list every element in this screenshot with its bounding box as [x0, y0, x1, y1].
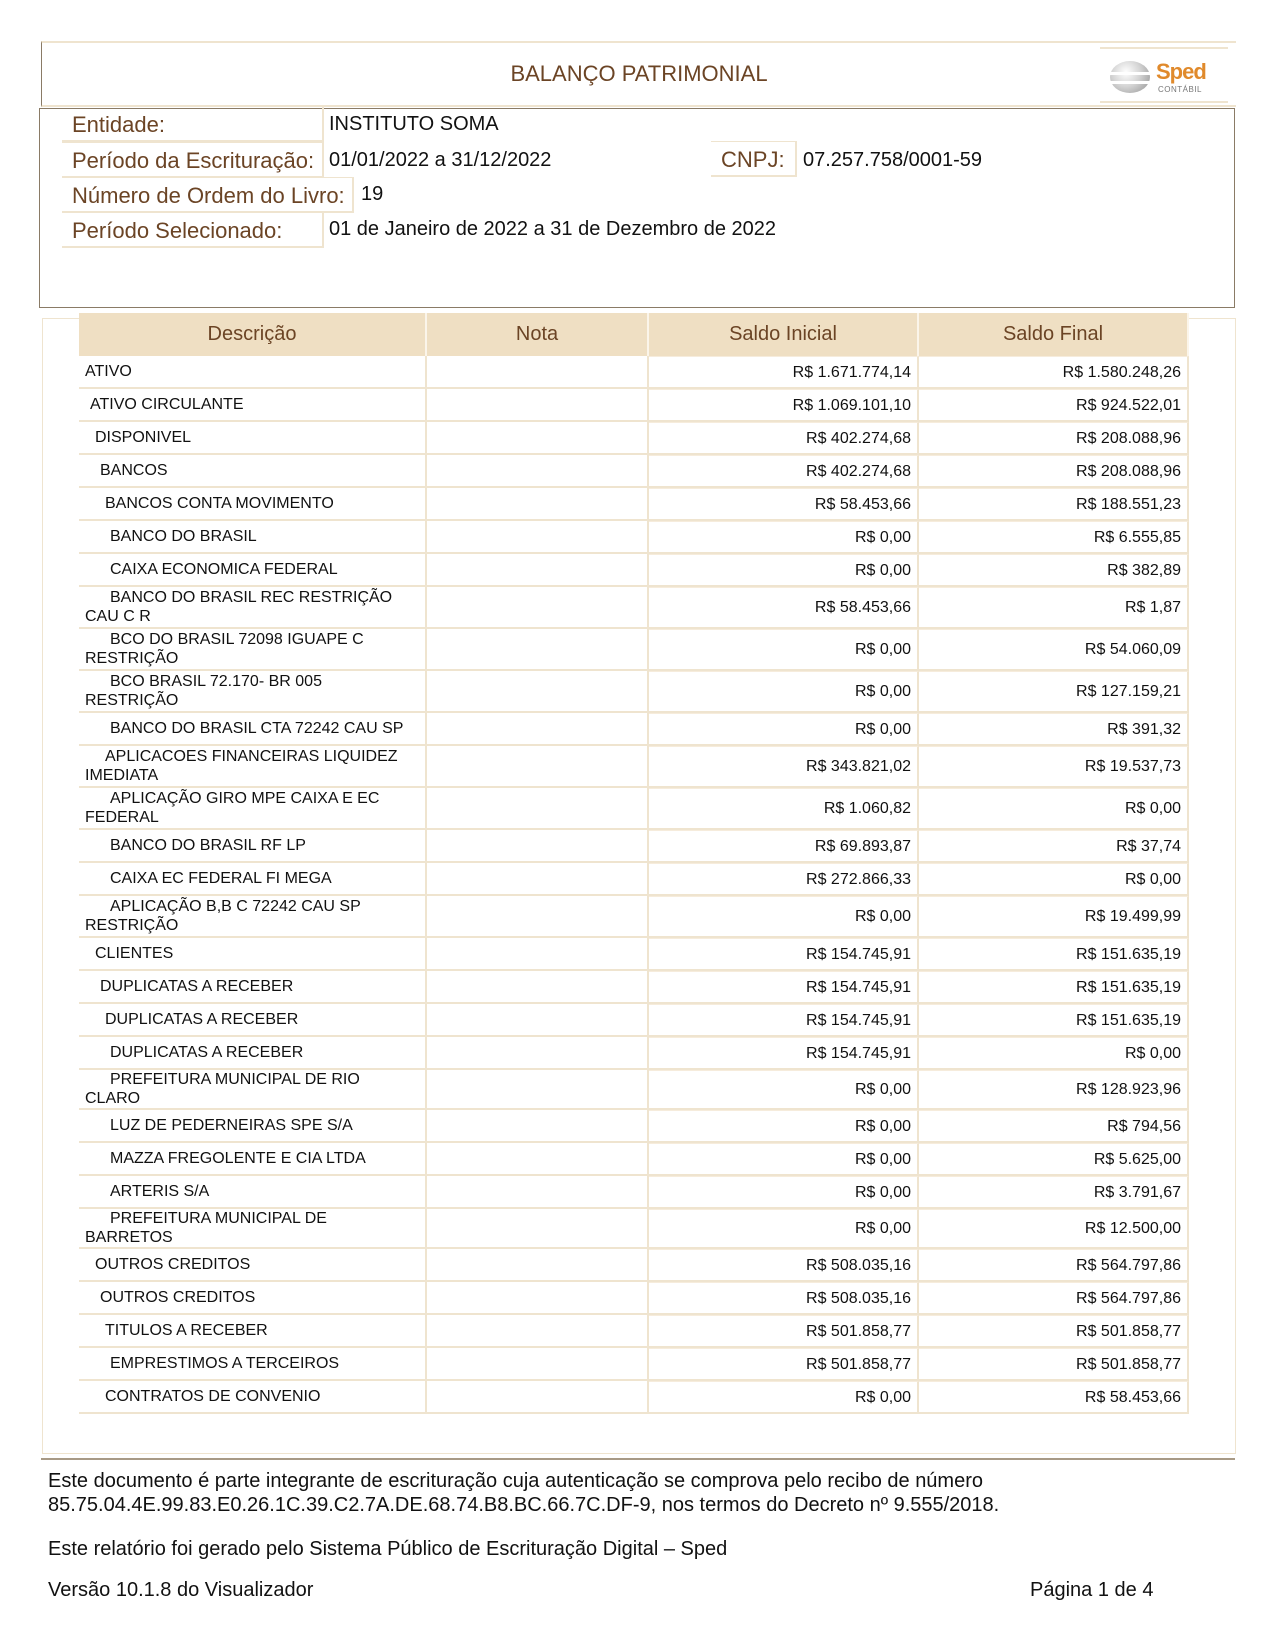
- row-description-text: OUTROS CREDITOS: [95, 1256, 251, 1273]
- row-saldo-inicial-text: R$ 402.274,68: [806, 462, 911, 480]
- periodo-selecionado-value: 01 de Janeiro de 2022 a 31 de Dezembro de 2022: [329, 218, 777, 240]
- row-saldo-final: [919, 1381, 1189, 1414]
- page-indicator: Página 1 de 4: [1030, 1579, 1154, 1601]
- row-description-text: APLICAÇÃO GIRO MPE CAIXA E EC FEDERAL: [85, 790, 380, 826]
- table-row: [79, 1315, 1189, 1348]
- balance-sheet-table: [79, 313, 1189, 1414]
- entidade-value: INSTITUTO SOMA: [329, 113, 499, 135]
- row-description-text: BANCO DO BRASIL: [110, 528, 257, 545]
- row-nota: [427, 455, 649, 488]
- table-row: [79, 671, 1189, 713]
- row-saldo-final-text: R$ 54.060,09: [1084, 641, 1181, 658]
- row-saldo-inicial-text: R$ 0,00: [854, 641, 911, 658]
- row-saldo-inicial-text: R$ 154.745,91: [806, 1011, 911, 1029]
- row-description-text: BANCO DO BRASIL REC RESTRIÇÃO CAU C R: [85, 589, 393, 625]
- row-description-text: BANCOS CONTA MOVIMENTO: [105, 495, 334, 512]
- table-row: [79, 1249, 1189, 1282]
- row-description-text: CONTRATOS DE CONVENIO: [105, 1388, 321, 1405]
- table-row: [79, 1070, 1189, 1110]
- row-description: [79, 389, 427, 422]
- row-description: [79, 1037, 427, 1070]
- row-nota: [427, 713, 649, 746]
- row-nota: [427, 1348, 649, 1381]
- numero-ordem-value: 19: [361, 183, 384, 205]
- row-saldo-inicial: [649, 455, 919, 488]
- table-row: [79, 1143, 1189, 1176]
- table-row: [79, 1282, 1189, 1315]
- table-row: [79, 488, 1189, 521]
- row-saldo-inicial: [649, 1249, 919, 1282]
- row-saldo-final: [919, 746, 1189, 788]
- row-description: [79, 1143, 427, 1176]
- row-saldo-final-text: R$ 3.791,67: [1093, 1183, 1181, 1201]
- row-saldo-inicial: [649, 1381, 919, 1414]
- row-nota: [427, 389, 649, 422]
- row-nota: [427, 671, 649, 713]
- row-description: [79, 746, 427, 788]
- row-saldo-final-text: R$ 151.635,19: [1076, 1011, 1181, 1029]
- row-saldo-final-text: R$ 564.797,86: [1076, 1289, 1181, 1307]
- row-nota: [427, 1110, 649, 1143]
- row-saldo-inicial: [649, 1209, 919, 1249]
- table-row: [79, 356, 1189, 389]
- row-saldo-inicial-text: R$ 508.035,16: [806, 1289, 911, 1307]
- row-description-text: APLICACOES FINANCEIRAS LIQUIDEZ IMEDIATA: [85, 748, 398, 784]
- row-description: [79, 587, 427, 629]
- row-saldo-final: [919, 671, 1189, 713]
- cnpj-label: CNPJ:: [711, 141, 797, 177]
- column-header-saldo-inicial: Saldo Inicial: [649, 313, 919, 356]
- row-saldo-final-text: R$ 151.635,19: [1076, 945, 1181, 963]
- row-saldo-inicial-text: R$ 154.745,91: [806, 945, 911, 963]
- row-saldo-inicial: [649, 389, 919, 422]
- periodo-escrituracao-label: Período da Escrituração:: [62, 142, 324, 178]
- table-row: [79, 1348, 1189, 1381]
- row-description: [79, 554, 427, 587]
- row-saldo-inicial: [649, 863, 919, 896]
- row-description-text: BANCO DO BRASIL CTA 72242 CAU SP: [110, 720, 404, 737]
- row-saldo-inicial: [649, 587, 919, 629]
- row-saldo-inicial: [649, 521, 919, 554]
- row-description-text: PREFEITURA MUNICIPAL DE BARRETOS: [85, 1210, 327, 1246]
- row-saldo-final-text: R$ 151.635,19: [1076, 978, 1181, 996]
- row-saldo-final-text: R$ 0,00: [1124, 870, 1181, 888]
- row-saldo-final: [919, 1110, 1189, 1143]
- row-saldo-inicial-text: R$ 58.453,66: [814, 599, 911, 616]
- row-description: [79, 1110, 427, 1143]
- periodo-selecionado-label: Período Selecionado:: [62, 212, 324, 248]
- table-row: [79, 788, 1189, 830]
- table-row: [79, 455, 1189, 488]
- row-saldo-final: [919, 1348, 1189, 1381]
- sped-globe-icon: [1110, 61, 1150, 93]
- row-saldo-final: [919, 1176, 1189, 1209]
- row-saldo-inicial: [649, 971, 919, 1004]
- row-saldo-inicial: [649, 1143, 919, 1176]
- row-saldo-final-text: R$ 37,74: [1116, 837, 1181, 855]
- row-description-text: TITULOS A RECEBER: [105, 1322, 268, 1339]
- row-nota: [427, 554, 649, 587]
- row-nota: [427, 896, 649, 938]
- row-saldo-final-text: R$ 208.088,96: [1076, 429, 1181, 447]
- row-nota: [427, 1143, 649, 1176]
- row-saldo-final: [919, 488, 1189, 521]
- row-description: [79, 1249, 427, 1282]
- row-saldo-final: [919, 389, 1189, 422]
- row-description: [79, 356, 427, 389]
- row-description-text: EMPRESTIMOS A TERCEIROS: [110, 1355, 340, 1372]
- row-saldo-final: [919, 1037, 1189, 1070]
- row-saldo-inicial: [649, 422, 919, 455]
- row-description: [79, 863, 427, 896]
- row-saldo-inicial-text: R$ 501.858,77: [806, 1355, 911, 1373]
- row-saldo-final-text: R$ 924.522,01: [1076, 396, 1181, 414]
- row-nota: [427, 746, 649, 788]
- row-description-text: BANCOS: [100, 462, 168, 479]
- table-row: [79, 422, 1189, 455]
- row-saldo-final: [919, 1315, 1189, 1348]
- row-nota: [427, 1282, 649, 1315]
- row-nota: [427, 1209, 649, 1249]
- row-description-text: CLIENTES: [95, 945, 174, 962]
- row-saldo-final-text: R$ 501.858,77: [1076, 1322, 1181, 1340]
- row-description: [79, 788, 427, 830]
- row-saldo-inicial-text: R$ 1.069.101,10: [792, 396, 911, 414]
- row-description-text: MAZZA FREGOLENTE E CIA LTDA: [110, 1150, 366, 1167]
- row-description: [79, 938, 427, 971]
- row-saldo-final: [919, 1209, 1189, 1249]
- table-row: [79, 1110, 1189, 1143]
- row-saldo-inicial-text: R$ 0,00: [854, 1183, 911, 1201]
- row-saldo-inicial-text: R$ 0,00: [854, 1388, 911, 1406]
- row-saldo-inicial: [649, 938, 919, 971]
- table-row: [79, 389, 1189, 422]
- table-row: [79, 521, 1189, 554]
- sped-logo: [1100, 47, 1228, 103]
- entity-info-panel: [39, 108, 1235, 308]
- row-description-text: BCO BRASIL 72.170- BR 005 RESTRIÇÃO: [85, 673, 322, 709]
- row-nota: [427, 587, 649, 629]
- row-saldo-inicial-text: R$ 402.274,68: [806, 429, 911, 447]
- row-saldo-inicial-text: R$ 1.060,82: [823, 800, 911, 817]
- table-row: [79, 938, 1189, 971]
- table-row: [79, 1209, 1189, 1249]
- row-saldo-inicial-text: R$ 0,00: [854, 1220, 911, 1237]
- row-saldo-final: [919, 521, 1189, 554]
- footer-divider: [41, 1458, 1235, 1460]
- row-saldo-final: [919, 1143, 1189, 1176]
- row-saldo-final-text: R$ 564.797,86: [1076, 1256, 1181, 1274]
- table-row: [79, 587, 1189, 629]
- row-saldo-final-text: R$ 58.453,66: [1084, 1388, 1181, 1406]
- row-description-text: BANCO DO BRASIL RF LP: [110, 837, 306, 854]
- sped-logo-text: Sped: [1156, 59, 1206, 84]
- row-description-text: DUPLICATAS A RECEBER: [100, 978, 294, 995]
- table-row: [79, 1381, 1189, 1414]
- row-description-text: CAIXA ECONOMICA FEDERAL: [110, 561, 338, 578]
- row-description: [79, 521, 427, 554]
- row-description: [79, 1315, 427, 1348]
- row-saldo-final: [919, 554, 1189, 587]
- row-saldo-final: [919, 1070, 1189, 1110]
- row-saldo-inicial-text: R$ 0,00: [854, 561, 911, 579]
- row-saldo-inicial: [649, 1315, 919, 1348]
- row-saldo-inicial-text: R$ 154.745,91: [806, 1044, 911, 1062]
- row-saldo-inicial: [649, 1348, 919, 1381]
- row-saldo-inicial: [649, 746, 919, 788]
- row-description: [79, 1348, 427, 1381]
- row-description-text: DUPLICATAS A RECEBER: [110, 1044, 304, 1061]
- row-saldo-final-text: R$ 19.537,73: [1084, 758, 1181, 775]
- row-saldo-final-text: R$ 382,89: [1107, 561, 1181, 579]
- table-header-row: [79, 313, 1189, 356]
- row-saldo-inicial: [649, 554, 919, 587]
- auth-text-line2: 85.75.04.4E.99.83.E0.26.1C.39.C2.7A.DE.68.74.B8.BC.66.7C.DF-9, nos termos do Decreto nº 9.555/2018.: [48, 1494, 1000, 1516]
- row-saldo-inicial-text: R$ 343.821,02: [806, 758, 911, 775]
- row-description: [79, 1004, 427, 1037]
- row-saldo-inicial: [649, 896, 919, 938]
- report-title: BALANÇO PATRIMONIAL: [510, 61, 768, 86]
- report-header: [41, 41, 1236, 107]
- column-header-descricao: Descrição: [79, 313, 427, 356]
- row-saldo-inicial-text: R$ 58.453,66: [814, 495, 911, 513]
- row-description-text: OUTROS CREDITOS: [100, 1289, 256, 1306]
- numero-ordem-label: Número de Ordem do Livro:: [62, 177, 354, 213]
- row-description: [79, 1282, 427, 1315]
- row-saldo-inicial: [649, 830, 919, 863]
- row-saldo-final: [919, 863, 1189, 896]
- row-saldo-final: [919, 713, 1189, 746]
- row-description: [79, 422, 427, 455]
- row-description-text: CAIXA EC FEDERAL FI MEGA: [110, 870, 332, 887]
- row-description: [79, 1070, 427, 1110]
- row-nota: [427, 971, 649, 1004]
- row-saldo-final-text: R$ 0,00: [1124, 800, 1181, 817]
- row-description: [79, 1381, 427, 1414]
- row-saldo-inicial-text: R$ 0,00: [854, 528, 911, 546]
- row-description-text: ATIVO: [85, 363, 132, 380]
- row-description: [79, 971, 427, 1004]
- row-description: [79, 713, 427, 746]
- row-saldo-inicial: [649, 671, 919, 713]
- row-description: [79, 896, 427, 938]
- row-nota: [427, 1315, 649, 1348]
- row-nota: [427, 1037, 649, 1070]
- entidade-label: Entidade:: [62, 106, 324, 142]
- cnpj-value: 07.257.758/0001-59: [803, 149, 983, 171]
- row-description-text: BCO DO BRASIL 72098 IGUAPE C RESTRIÇÃO: [85, 631, 364, 667]
- row-saldo-inicial: [649, 1176, 919, 1209]
- row-saldo-inicial: [649, 629, 919, 671]
- row-saldo-inicial: [649, 713, 919, 746]
- row-saldo-inicial-text: R$ 1.671.774,14: [792, 363, 911, 381]
- row-saldo-inicial: [649, 788, 919, 830]
- row-saldo-inicial-text: R$ 501.858,77: [806, 1322, 911, 1340]
- table-row: [79, 896, 1189, 938]
- row-saldo-inicial-text: R$ 0,00: [854, 1117, 911, 1135]
- row-nota: [427, 830, 649, 863]
- version-text: Versão 10.1.8 do Visualizador: [48, 1579, 314, 1601]
- row-description-text: DISPONIVEL: [95, 429, 192, 446]
- row-nota: [427, 488, 649, 521]
- row-nota: [427, 938, 649, 971]
- periodo-escrituracao-value: 01/01/2022 a 31/12/2022: [329, 149, 552, 171]
- row-saldo-final: [919, 1282, 1189, 1315]
- row-saldo-final-text: R$ 391,32: [1107, 720, 1181, 738]
- row-saldo-final: [919, 938, 1189, 971]
- row-saldo-final-text: R$ 6.555,85: [1093, 528, 1181, 546]
- row-saldo-final-text: R$ 127.159,21: [1076, 683, 1181, 700]
- row-nota: [427, 863, 649, 896]
- row-saldo-final-text: R$ 1.580.248,26: [1062, 363, 1181, 381]
- row-saldo-final: [919, 1249, 1189, 1282]
- table-row: [79, 830, 1189, 863]
- row-saldo-final-text: R$ 208.088,96: [1076, 462, 1181, 480]
- row-saldo-final: [919, 788, 1189, 830]
- row-saldo-final: [919, 896, 1189, 938]
- row-saldo-inicial: [649, 1070, 919, 1110]
- row-saldo-inicial-text: R$ 0,00: [854, 720, 911, 738]
- row-nota: [427, 788, 649, 830]
- row-saldo-inicial-text: R$ 272.866,33: [806, 870, 911, 888]
- row-description-text: LUZ DE PEDERNEIRAS SPE S/A: [110, 1117, 353, 1134]
- row-nota: [427, 629, 649, 671]
- row-saldo-inicial-text: R$ 508.035,16: [806, 1256, 911, 1274]
- row-saldo-inicial-text: R$ 154.745,91: [806, 978, 911, 996]
- row-saldo-final-text: R$ 0,00: [1124, 1044, 1181, 1062]
- row-saldo-final: [919, 1004, 1189, 1037]
- row-description-text: APLICAÇÃO B,B C 72242 CAU SP RESTRIÇÃO: [85, 898, 361, 934]
- row-nota: [427, 422, 649, 455]
- row-description: [79, 1209, 427, 1249]
- auth-text-line1: Este documento é parte integrante de escrituração cuja autenticação se comprova pelo recibo de número: [48, 1470, 983, 1492]
- row-saldo-final-text: R$ 128.923,96: [1076, 1081, 1181, 1098]
- row-saldo-inicial-text: R$ 69.893,87: [814, 837, 911, 855]
- table-row: [79, 1037, 1189, 1070]
- row-nota: [427, 1176, 649, 1209]
- row-description: [79, 629, 427, 671]
- row-nota: [427, 1381, 649, 1414]
- row-description: [79, 455, 427, 488]
- row-nota: [427, 356, 649, 389]
- row-saldo-inicial: [649, 1004, 919, 1037]
- row-saldo-inicial: [649, 356, 919, 389]
- row-nota: [427, 521, 649, 554]
- row-description-text: DUPLICATAS A RECEBER: [105, 1011, 299, 1028]
- row-description: [79, 488, 427, 521]
- table-row: [79, 1004, 1189, 1037]
- row-saldo-inicial-text: R$ 0,00: [854, 1150, 911, 1168]
- generated-by-text: Este relatório foi gerado pelo Sistema Público de Escrituração Digital – Sped: [48, 1538, 728, 1560]
- row-saldo-inicial-text: R$ 0,00: [854, 683, 911, 700]
- row-saldo-final-text: R$ 794,56: [1107, 1117, 1181, 1135]
- table-row: [79, 713, 1189, 746]
- row-saldo-inicial: [649, 1282, 919, 1315]
- row-description: [79, 1176, 427, 1209]
- row-saldo-final-text: R$ 19.499,99: [1084, 908, 1181, 925]
- row-description-text: ARTERIS S/A: [110, 1183, 210, 1200]
- table-row: [79, 863, 1189, 896]
- row-description-text: PREFEITURA MUNICIPAL DE RIO CLARO: [85, 1071, 360, 1107]
- row-description-text: ATIVO CIRCULANTE: [90, 396, 244, 413]
- row-saldo-final: [919, 356, 1189, 389]
- row-saldo-final: [919, 629, 1189, 671]
- row-saldo-final: [919, 971, 1189, 1004]
- row-saldo-final: [919, 455, 1189, 488]
- table-row: [79, 554, 1189, 587]
- row-saldo-inicial-text: R$ 0,00: [854, 908, 911, 925]
- row-description: [79, 671, 427, 713]
- row-saldo-final: [919, 422, 1189, 455]
- row-saldo-final-text: R$ 1,87: [1124, 599, 1181, 616]
- row-nota: [427, 1004, 649, 1037]
- table-row: [79, 1176, 1189, 1209]
- row-description: [79, 830, 427, 863]
- row-saldo-final-text: R$ 12.500,00: [1084, 1220, 1181, 1237]
- row-saldo-final-text: R$ 5.625,00: [1093, 1150, 1181, 1168]
- row-saldo-final: [919, 830, 1189, 863]
- table-row: [79, 971, 1189, 1004]
- row-saldo-inicial: [649, 1110, 919, 1143]
- row-saldo-inicial-text: R$ 0,00: [854, 1081, 911, 1098]
- row-saldo-inicial: [649, 1037, 919, 1070]
- column-header-nota: Nota: [427, 313, 649, 356]
- row-saldo-final-text: R$ 501.858,77: [1076, 1355, 1181, 1373]
- table-row: [79, 629, 1189, 671]
- row-nota: [427, 1249, 649, 1282]
- column-header-saldo-final: Saldo Final: [919, 313, 1189, 356]
- table-row: [79, 746, 1189, 788]
- sped-logo-subtext: CONTÁBIL: [1158, 85, 1203, 94]
- row-saldo-final: [919, 587, 1189, 629]
- row-saldo-final-text: R$ 188.551,23: [1076, 495, 1181, 513]
- row-nota: [427, 1070, 649, 1110]
- row-saldo-inicial: [649, 488, 919, 521]
